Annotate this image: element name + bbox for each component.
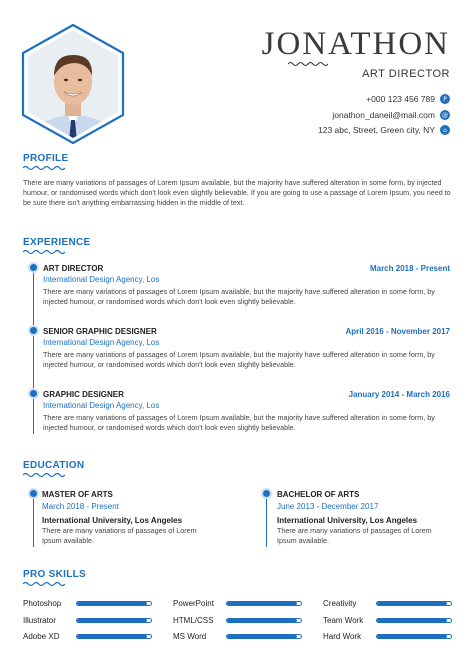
wave-divider-icon (288, 61, 328, 67)
education-school: International University, Los Angeles (42, 516, 183, 525)
education-heading: EDUCATION (23, 460, 85, 471)
experience-company: International Design Agency, Los (43, 401, 160, 410)
phone-icon: P (440, 94, 450, 104)
section-wave-icon (23, 581, 65, 587)
skill-label: Illustrator (23, 616, 56, 625)
skill-level-bar (376, 634, 452, 639)
profile-heading: PROFILE (23, 153, 69, 164)
education-timeline (266, 491, 267, 547)
experience-description: There are many variations of passages of Lorem Ipsum available, but the majority have suffered alteration in some form, by injected humour, or randomised words which don't look even slightly believable. (43, 413, 435, 432)
experience-timeline (33, 262, 34, 434)
contact-address-text: 123 abc, Street, Green city, NY (317, 125, 435, 135)
skill-level-fill (77, 619, 147, 622)
timeline-dot (30, 264, 37, 271)
contact-phone-text: +000 123 456 789 (366, 94, 435, 104)
experience-company: International Design Agency, Los (43, 275, 160, 284)
location-icon: ⌂ (440, 125, 450, 135)
education-degree: BACHELOR OF ARTS (277, 490, 360, 499)
email-icon: @ (442, 111, 448, 119)
skill-label: MS Word (173, 632, 207, 641)
skill-level-fill (227, 635, 297, 638)
education-description: There are many variations of passages of Lorem Ipsum available. (42, 526, 197, 545)
experience-title: GRAPHIC DESIGNER (43, 390, 124, 399)
skill-level-bar (376, 618, 452, 623)
job-title: ART DIRECTOR (362, 68, 450, 80)
experience-dates: January 2014 - March 2016 (348, 390, 450, 399)
skill-label: Hard Work (323, 632, 362, 641)
education-description: There are many variations of passages of Lorem Ipsum available. (277, 526, 432, 545)
skill-level-bar (76, 618, 152, 623)
skill-label: HTML/CSS (173, 616, 214, 625)
section-wave-icon (23, 472, 65, 478)
skill-level-fill (227, 602, 297, 605)
experience-title: ART DIRECTOR (43, 264, 104, 273)
experience-dates: March 2018 - Present (369, 264, 450, 273)
skill-label: Creativity (323, 599, 357, 608)
skill-level-fill (227, 619, 297, 622)
skill-level-bar (76, 601, 152, 606)
skill-label: Photoshop (23, 599, 62, 608)
timeline-dot (30, 327, 37, 334)
skill-level-fill (377, 602, 447, 605)
experience-heading: EXPERIENCE (23, 237, 91, 248)
education-school: International University, Los Angeles (277, 516, 418, 525)
skills-heading: PRO SKILLS (23, 569, 87, 580)
timeline-dot (30, 490, 37, 497)
skill-level-bar (76, 634, 152, 639)
skill-level-fill (377, 635, 447, 638)
education-timeline (33, 491, 34, 547)
contact-email (332, 110, 450, 120)
skill-level-bar (376, 601, 452, 606)
experience-company: International Design Agency, Los (43, 338, 160, 347)
skill-level-bar (226, 601, 302, 606)
education-dates: March 2018 - Present (42, 502, 119, 511)
candidate-name: JONATHON (261, 26, 450, 62)
skill-level-bar (226, 618, 302, 623)
education-dates: June 2013 - December 2017 (277, 502, 379, 511)
skill-level-fill (377, 619, 447, 622)
education-degree: MASTER OF ARTS (42, 490, 113, 499)
skill-level-fill (77, 602, 147, 605)
profile-text: There are many variations of passages of Lorem Ipsum available, but the majority have suffered alteration in some form, by injected humour, or randomised words which don't look even slightly believable. If you are going to use a passage of Lorem Ipsum, you need to be sure there isn't anything embarrassing hidden in the middle of text. (23, 178, 451, 207)
contact-email-text[interactable]: jonathon_daneil@mail.com (332, 110, 435, 120)
section-wave-icon (23, 165, 65, 171)
timeline-dot (263, 490, 270, 497)
skill-label: Team Work (323, 616, 364, 625)
skill-label: Adobe XD (23, 632, 60, 641)
skill-level-fill (77, 635, 147, 638)
experience-title: SENIOR GRAPHIC DESIGNER (43, 327, 157, 336)
profile-photo (20, 24, 126, 144)
skill-label: PowerPoint (173, 599, 214, 608)
experience-description: There are many variations of passages of Lorem Ipsum available, but the majority have suffered alteration in some form, by injected humour, or randomised words which don't look even slightly believable. (43, 350, 435, 369)
experience-description: There are many variations of passages of Lorem Ipsum available, but the majority have suffered alteration in some form, by injected humour, or randomised words which don't look even slightly believable. (43, 287, 435, 306)
skill-level-bar (226, 634, 302, 639)
contact-address (318, 125, 450, 135)
timeline-dot (30, 390, 37, 397)
experience-dates: April 2016 - November 2017 (345, 327, 450, 336)
section-wave-icon (23, 249, 65, 255)
contact-phone (366, 94, 450, 104)
